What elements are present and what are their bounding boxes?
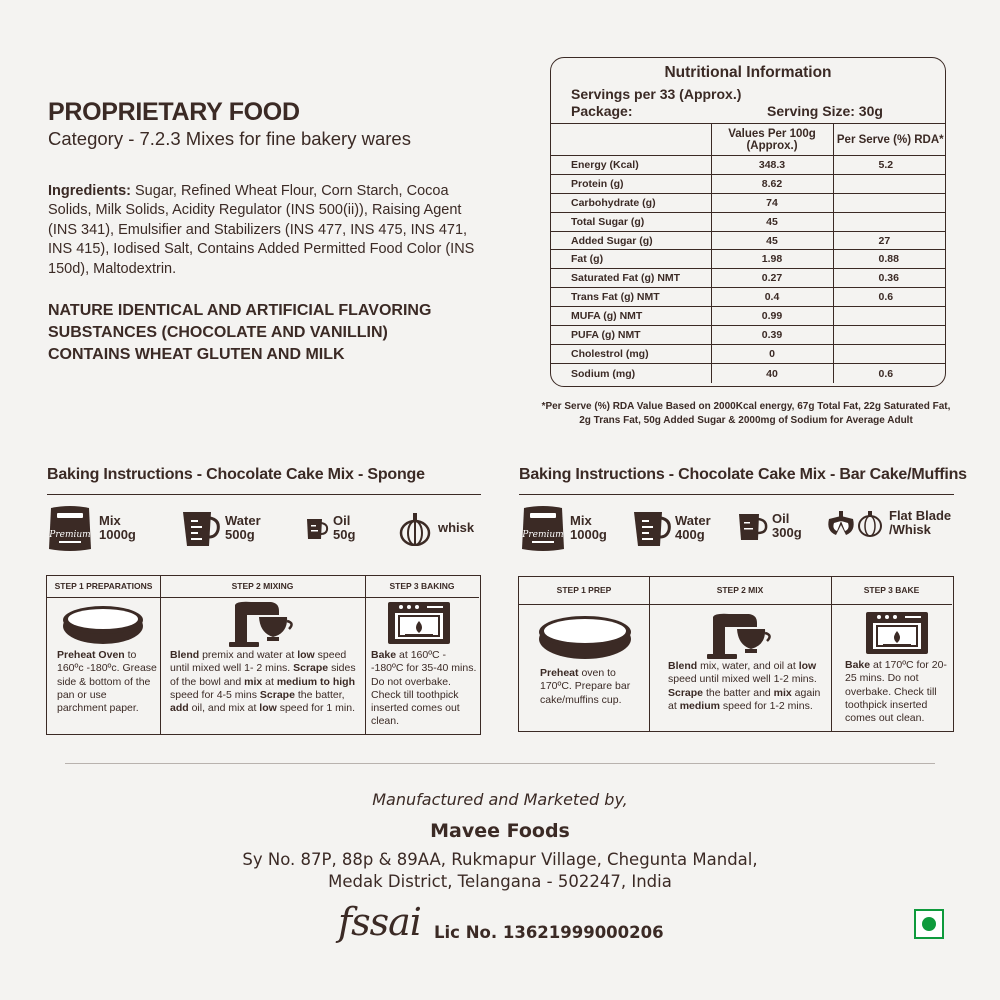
barcake-step3-text: Bake at 170ºC for 20-25 mins. Do not overbake. Check till toothpick inserted comes out clean.	[845, 659, 947, 725]
premix-pack-icon	[47, 505, 93, 553]
nutrient-value: 0.27	[711, 269, 833, 288]
sponge-water-label: Water	[225, 513, 261, 528]
product-type-title: PROPRIETARY FOOD	[48, 98, 300, 126]
nutrition-row	[551, 250, 946, 269]
allergen-statement: CONTAINS WHEAT GLUTEN AND MILK	[48, 346, 345, 363]
oil-cup-icon	[305, 517, 329, 541]
nutrition-row	[551, 363, 946, 383]
barcake-step3-header: STEP 3 BAKE	[831, 577, 952, 605]
sponge-title-rule	[47, 494, 481, 495]
nutrient-name: Sodium (mg)	[551, 363, 711, 383]
nutrition-row	[551, 156, 946, 175]
barcake-mix-label: Mix	[570, 513, 592, 528]
fssai-license-number: Lic No. 13621999000206	[434, 923, 664, 942]
address-line-1: Sy No. 87P, 88p & 89AA, Rukmapur Village, Chegunta Mandal,	[242, 850, 758, 869]
oven-icon	[865, 611, 929, 655]
nutrition-row	[551, 269, 946, 288]
nutrient-name: PUFA (g) NMT	[551, 326, 711, 345]
barcake-water	[675, 514, 711, 542]
nutrient-value: 1.98	[711, 250, 833, 269]
whisk-icon	[398, 512, 432, 546]
ingredients-label: Ingredients:	[48, 183, 131, 199]
fssai-logo: fssai	[338, 900, 421, 944]
barcake-step1-text: Preheat oven to 170ºC. Prepare bar cake/muffins cup.	[540, 667, 631, 706]
nutrient-name: Energy (Kcal)	[551, 156, 711, 175]
sponge-step3-text: Bake at 160ºC - -180ºC for 35-40 mins. Do not overbake. Check till toothpick inserted comes out clean.	[371, 649, 477, 728]
barcake-oil-qty: 300g	[772, 525, 802, 540]
nutrient-name: Saturated Fat (g) NMT	[551, 269, 711, 288]
nutrition-row	[551, 288, 946, 307]
sponge-instructions-title: Baking Instructions - Chocolate Cake Mix - Sponge	[47, 466, 425, 483]
sponge-step1-text: Preheat Oven to 160ºc -180ºc. Grease side & bottom of the pan or use parchment paper.	[57, 649, 157, 715]
oven-icon	[387, 601, 451, 645]
measuring-jug-icon	[181, 510, 221, 548]
nutrient-rda	[833, 193, 946, 212]
nutrient-rda	[833, 344, 946, 363]
sponge-step2-text: Blend premix and water at low speed until mixed well 1- 2 mins. Scrape sides of the bowl and mix at medium to high speed for 4-5 mins Scrape the batter, add oil, and mix at low speed for 1 min.	[170, 649, 356, 715]
barcake-mix	[570, 514, 607, 542]
barcake-oil	[772, 512, 802, 540]
nutrient-value: 0.39	[711, 326, 833, 345]
nutrient-rda	[833, 307, 946, 326]
sponge-step-divider-1	[160, 576, 161, 734]
barcake-tool-label-1: Flat Blade	[889, 508, 952, 523]
oil-cup-icon	[737, 512, 769, 542]
nutrient-value: 74	[711, 193, 833, 212]
whisk-icon	[857, 511, 883, 537]
nutrient-value: 0.4	[711, 288, 833, 307]
manufactured-by-label: Manufactured and Marketed by,	[372, 790, 628, 809]
sponge-mix-label: Mix	[99, 513, 121, 528]
sponge-mix-qty: 1000g	[99, 527, 136, 542]
nutrient-value: 45	[711, 231, 833, 250]
nutrition-row	[551, 231, 946, 250]
servings-per-package: Servings per 33 (Approx.)	[571, 86, 742, 102]
barcake-tool-label-2: /Whisk	[889, 522, 931, 537]
nutrition-title: Nutritional Information	[664, 64, 832, 81]
nutrient-value: 8.62	[711, 174, 833, 193]
barcake-title-rule	[519, 494, 954, 495]
nutrient-rda: 0.88	[833, 250, 946, 269]
nutrient-rda	[833, 212, 946, 231]
values-col-header: Values Per 100g (Approx.)	[711, 124, 833, 156]
pack-brand-text: Premium	[522, 530, 564, 540]
premix-pack-icon	[520, 505, 566, 553]
nutrient-name: Carbohydrate (g)	[551, 193, 711, 212]
nutrition-panel	[550, 57, 946, 387]
veg-symbol-icon	[914, 909, 944, 939]
nutrient-rda	[833, 326, 946, 345]
sponge-water	[225, 514, 261, 542]
nutrient-name: Added Sugar (g)	[551, 231, 711, 250]
nutrition-row	[551, 326, 946, 345]
sponge-step3-header: STEP 3 BAKING	[365, 576, 479, 598]
barcake-water-label: Water	[675, 513, 711, 528]
cake-pan-icon	[61, 602, 145, 646]
nutrient-value: 0	[711, 344, 833, 363]
nutrient-value: 45	[711, 212, 833, 231]
nutrition-row	[551, 193, 946, 212]
barcake-mix-qty: 1000g	[570, 527, 607, 542]
rda-footnote	[536, 400, 956, 428]
nutrient-name: Protein (g)	[551, 174, 711, 193]
rda-footnote-line-2: 2g Trans Fat, 50g Added Sugar & 2000mg of Sodium for Average Adult	[579, 415, 913, 426]
rda-col-header: Per Serve (%) RDA*	[833, 124, 946, 156]
ingredients-paragraph	[48, 182, 488, 279]
nutrient-rda: 0.6	[833, 288, 946, 307]
nutrient-value: 0.99	[711, 307, 833, 326]
nutrition-row	[551, 174, 946, 193]
nutrition-row	[551, 307, 946, 326]
sponge-mix	[99, 514, 136, 542]
nutrition-row	[551, 212, 946, 231]
footer-divider	[65, 763, 935, 764]
address-line-2: Medak District, Telangana - 502247, India	[328, 872, 672, 891]
barcake-instructions-title: Baking Instructions - Chocolate Cake Mix - Bar Cake/Muffins	[519, 466, 967, 483]
sponge-step2-header: STEP 2 MIXING	[160, 576, 365, 598]
nutrient-rda: 0.6	[833, 363, 946, 383]
nutrient-name: MUFA (g) NMT	[551, 307, 711, 326]
stand-mixer-icon	[227, 601, 297, 647]
nutrient-rda: 5.2	[833, 156, 946, 175]
barcake-step1-header: STEP 1 PREP	[519, 577, 649, 605]
barcake-step2-text: Blend mix, water, and oil at low speed until mixed well 1-2 mins. Scrape the batter and mix again at medium speed for 1-2 mins.	[668, 660, 821, 712]
nutrient-name: Cholestrol (mg)	[551, 344, 711, 363]
sponge-oil-label: Oil	[333, 513, 351, 528]
rda-footnote-line-1: *Per Serve (%) RDA Value Based on 2000Kcal energy, 67g Total Fat, 22g Saturated Fat,	[541, 401, 951, 412]
sponge-step1-header: STEP 1 PREPARATIONS	[47, 576, 160, 598]
sponge-water-qty: 500g	[225, 527, 255, 542]
nutrition-row	[551, 344, 946, 363]
nutrient-name: Fat (g)	[551, 250, 711, 269]
flavoring-statement: NATURE IDENTICAL AND ARTIFICIAL FLAVORING SUBSTANCES (CHOCOLATE AND VANILLIN)	[48, 302, 432, 341]
flat-blade-icon	[826, 511, 856, 537]
barcake-water-qty: 400g	[675, 527, 705, 542]
sponge-steps-box	[46, 575, 481, 735]
cake-pan-icon	[537, 613, 633, 661]
nutrient-name: Total Sugar (g)	[551, 212, 711, 231]
nutrient-value: 348.3	[711, 156, 833, 175]
nutrition-table	[551, 123, 946, 383]
nutrient-value: 40	[711, 363, 833, 383]
pack-brand-text: Premium	[49, 530, 91, 540]
barcake-oil-label: Oil	[772, 511, 790, 526]
product-category: Category - 7.2.3 Mixes for fine bakery wares	[48, 128, 411, 149]
nutrient-col-header	[551, 124, 711, 156]
company-name: Mavee Foods	[430, 820, 570, 842]
nutrient-rda: 0.36	[833, 269, 946, 288]
ingredients-text: Sugar, Refined Wheat Flour, Corn Starch, Cocoa Solids, Milk Solids, Acidity Regulator (INS 500(ii)), Raising Agent (INS 341), Emulsifier and Stabilizers (INS 477, INS 475, INS 471, INS 415), Iodised Salt, Contains Added Permitted Food Color (INS 150d), Maltodextrin.	[48, 183, 475, 277]
barcake-steps-box	[518, 576, 954, 732]
sponge-oil-qty: 50g	[333, 527, 356, 542]
nutrient-rda	[833, 174, 946, 193]
nutrient-rda: 27	[833, 231, 946, 250]
measuring-jug-icon	[632, 510, 672, 548]
barcake-tool	[889, 509, 951, 537]
sponge-oil	[333, 514, 355, 542]
serving-size: Serving Size: 30g	[767, 103, 883, 119]
nutrient-name: Trans Fat (g) NMT	[551, 288, 711, 307]
sponge-tool-label: whisk	[438, 520, 475, 535]
package-label: Package:	[571, 103, 633, 119]
stand-mixer-icon	[705, 613, 775, 659]
barcake-step2-header: STEP 2 MIX	[649, 577, 831, 605]
